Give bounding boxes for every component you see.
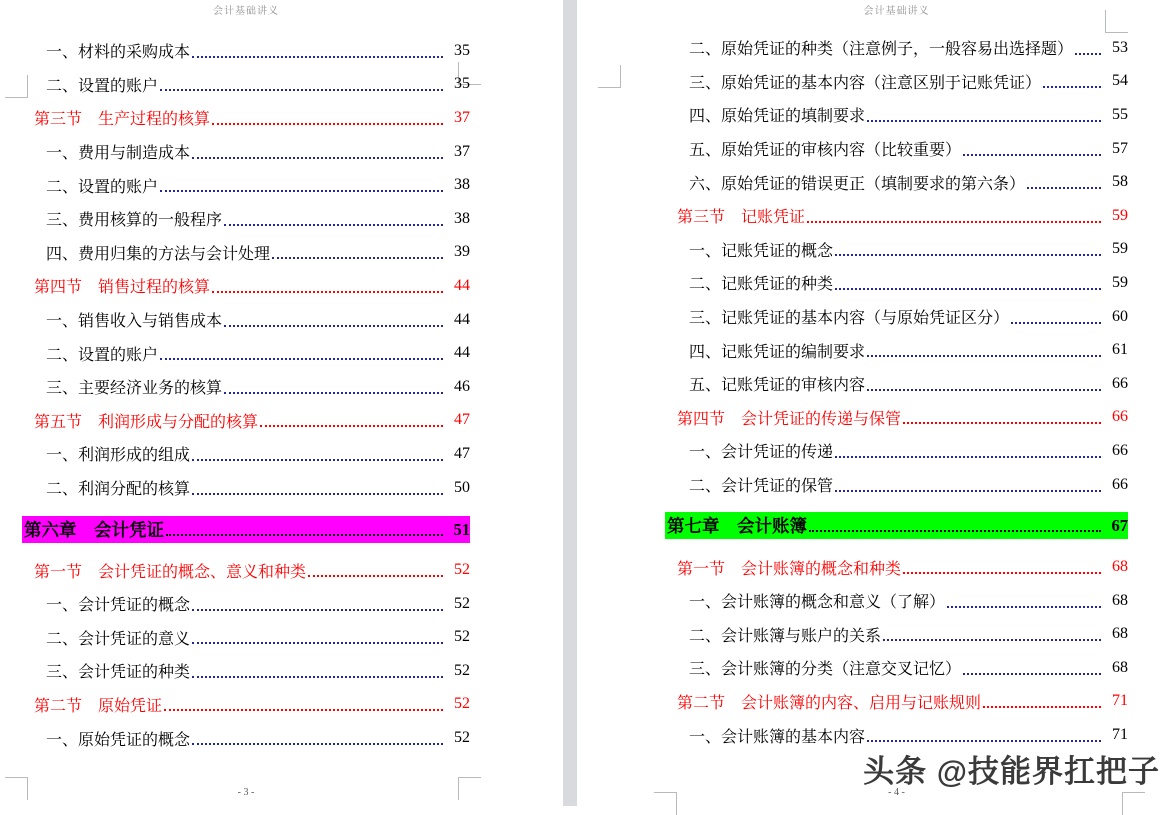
- toc-entry-sub[interactable]: [665, 300, 1128, 334]
- toc-page-number: 39: [454, 243, 470, 261]
- watermark-text: 头条 @技能界扛把子: [863, 754, 1160, 789]
- dotted-leader: [947, 594, 1101, 608]
- toc-page-number: 44: [454, 344, 470, 362]
- toc-entry-title: 第四节 销售过程的核算: [34, 279, 211, 297]
- dotted-leader: [1043, 74, 1101, 88]
- toc-page-number: 37: [454, 108, 470, 126]
- toc-page-number: 68: [1112, 658, 1128, 676]
- toc-entry-sub[interactable]: [665, 65, 1128, 99]
- toc-entry-title: 三、费用核算的一般程序: [46, 212, 223, 230]
- toc-page-number: 66: [1112, 374, 1128, 392]
- toc-entry-title: 四、原始凭证的填制要求: [689, 108, 866, 126]
- toc-page-number: 59: [1112, 240, 1128, 258]
- dotted-leader: [192, 481, 443, 495]
- toc-page-number: 66: [1112, 475, 1128, 493]
- toc-entry-title: 一、会计凭证的概念: [46, 597, 191, 615]
- toc-entry-sub[interactable]: [22, 236, 470, 270]
- toc-entry-title: 一、会计凭证的传递: [689, 444, 834, 462]
- dotted-leader: [192, 731, 443, 745]
- toc-entry-title: 一、会计账簿的基本内容: [689, 728, 866, 746]
- toc-entry-sub[interactable]: [22, 135, 470, 169]
- dotted-leader: [983, 694, 1101, 708]
- toc-entry-title: 五、原始凭证的审核内容（比较重要）: [689, 142, 962, 160]
- dotted-leader: [963, 142, 1101, 156]
- toc-entry-title: 一、原始凭证的概念: [46, 731, 191, 749]
- toc-entry-sub[interactable]: [665, 31, 1128, 65]
- dotted-leader: [224, 212, 443, 226]
- toc-entry-title: 二、记账凭证的种类: [689, 276, 834, 294]
- toc-entry-sub[interactable]: [665, 333, 1128, 367]
- toc-page-number: 68: [1112, 591, 1128, 609]
- toc-entry-title: 第七章 会计账簿: [667, 516, 807, 537]
- toc-entry-title: 三、主要经济业务的核算: [46, 380, 223, 398]
- dotted-leader: [883, 627, 1101, 641]
- dotted-leader: [1011, 310, 1101, 324]
- toc-entry-title: 一、销售收入与销售成本: [46, 313, 223, 331]
- toc-entry-sub[interactable]: [22, 587, 470, 621]
- toc-entry-title: 第三节 记账凭证: [677, 209, 806, 227]
- dotted-leader: [835, 444, 1101, 458]
- dotted-leader: [192, 447, 443, 461]
- dotted-leader: [1027, 175, 1101, 189]
- toc-page-number: 52: [454, 661, 470, 679]
- page-gap-divider: [563, 0, 577, 806]
- toc-entry-title: 三、会计账簿的分类（注意交叉记忆）: [689, 661, 962, 679]
- toc-entry-sub[interactable]: [22, 168, 470, 202]
- dotted-leader: [807, 209, 1101, 223]
- toc-entry-sub[interactable]: [22, 654, 470, 688]
- toc-entry-title: 五、记账凭证的审核内容: [689, 377, 866, 395]
- toc-entry-section[interactable]: [665, 550, 1128, 584]
- dotted-leader: [224, 380, 443, 394]
- toc-entry-title: 二、设置的账户: [46, 77, 159, 95]
- dotted-leader: [212, 111, 443, 125]
- toc-list-right: [665, 31, 1128, 752]
- toc-entry-chapter[interactable]: [22, 516, 470, 543]
- toc-entry-sub[interactable]: [665, 434, 1128, 468]
- toc-page-number: 66: [1112, 441, 1128, 459]
- dotted-leader: [835, 478, 1101, 492]
- toc-entry-sub[interactable]: [22, 336, 470, 370]
- page-header: 会计基础讲义: [213, 6, 279, 17]
- toc-page-number: 52: [454, 594, 470, 612]
- dotted-leader: [835, 276, 1101, 290]
- dotted-leader: [809, 518, 1101, 532]
- toc-page-number: 57: [1112, 139, 1128, 157]
- dotted-leader: [963, 661, 1101, 675]
- toc-entry-title: 四、费用归集的方法与会计处理: [46, 245, 271, 263]
- toc-page-number: 47: [454, 411, 470, 429]
- page-number-footer: - 4 -: [888, 787, 905, 798]
- toc-entry-section[interactable]: [22, 101, 470, 135]
- toc-entry-title: 三、会计凭证的种类: [46, 664, 191, 682]
- toc-page-number: 38: [454, 176, 470, 194]
- dotted-leader: [164, 697, 443, 711]
- toc-entry-sub[interactable]: [665, 233, 1128, 267]
- toc-page-number: 37: [454, 142, 470, 160]
- toc-entry-sub[interactable]: [22, 303, 470, 337]
- toc-entry-sub[interactable]: [22, 202, 470, 236]
- dotted-leader: [160, 77, 443, 91]
- toc-entry-sub[interactable]: [22, 621, 470, 655]
- toc-entry-sub[interactable]: [22, 370, 470, 404]
- toc-page-number: 46: [454, 377, 470, 395]
- toc-entry-title: 三、记账凭证的基本内容（与原始凭证区分）: [689, 310, 1010, 328]
- toc-entry-sub[interactable]: [665, 651, 1128, 685]
- toc-entry-section[interactable]: [665, 685, 1128, 719]
- toc-entry-title: 二、会计凭证的意义: [46, 630, 191, 648]
- toc-entry-title: 四、记账凭证的编制要求: [689, 343, 866, 361]
- toc-entry-sub[interactable]: [665, 132, 1128, 166]
- toc-page-number: 35: [454, 75, 470, 93]
- toc-entry-sub[interactable]: [22, 437, 470, 471]
- toc-page-number: 44: [454, 276, 470, 294]
- toc-entry-sub[interactable]: [665, 584, 1128, 618]
- toc-page-number: 52: [454, 628, 470, 646]
- toc-entry-title: 二、设置的账户: [46, 178, 159, 196]
- toc-page-number: 47: [454, 444, 470, 462]
- toc-page-number: 61: [1112, 341, 1128, 359]
- toc-entry-title: 二、原始凭证的种类（注意例子，一般容易出选择题）: [689, 41, 1074, 59]
- toc-page-number: 58: [1112, 173, 1128, 191]
- toc-entry-title: 第三节 生产过程的核算: [34, 111, 211, 129]
- toc-entry-title: 一、会计账簿的概念和意义（了解）: [689, 594, 946, 612]
- page-number-footer: - 3 -: [237, 787, 255, 798]
- dotted-leader: [160, 178, 443, 192]
- dotted-leader: [192, 44, 443, 58]
- text-boundary-mark-top-left: [598, 65, 621, 88]
- toc-entry-sub[interactable]: [22, 68, 470, 102]
- toc-page-number: 66: [1112, 408, 1128, 426]
- dotted-leader: [192, 145, 443, 159]
- dotted-leader: [192, 664, 443, 678]
- toc-page-number: 44: [454, 310, 470, 328]
- toc-entry-title: 第一节 会计账簿的概念和种类: [677, 560, 902, 578]
- toc-page-number: 68: [1112, 558, 1128, 576]
- toc-page-number: 68: [1112, 625, 1128, 643]
- toc-entry-title: 一、记账凭证的概念: [689, 242, 834, 260]
- document-page-left: [0, 0, 563, 806]
- toc-entry-title: 二、会计账簿与账户的关系: [689, 627, 882, 645]
- toc-page-number: 38: [454, 209, 470, 227]
- toc-entry-section[interactable]: [22, 688, 470, 722]
- toc-page-number: 52: [454, 561, 470, 579]
- dotted-leader: [867, 343, 1101, 357]
- toc-page-number: 59: [1112, 206, 1128, 224]
- dotted-leader: [835, 242, 1101, 256]
- toc-page-number: 67: [1111, 515, 1128, 535]
- toc-entry-title: 第二节 会计账簿的内容、启用与记账规则: [677, 694, 982, 712]
- dotted-leader: [1075, 41, 1101, 55]
- dotted-leader: [867, 108, 1101, 122]
- toc-page-number: 55: [1112, 105, 1128, 123]
- dotted-leader: [160, 346, 443, 360]
- toc-entry-title: 二、设置的账户: [46, 346, 159, 364]
- dotted-leader: [224, 313, 443, 327]
- toc-page-number: 52: [454, 695, 470, 713]
- toc-entry-sub[interactable]: [665, 468, 1128, 502]
- toc-page-number: 60: [1112, 307, 1128, 325]
- toc-entry-title: 一、费用与制造成本: [46, 145, 191, 163]
- toc-entry-section[interactable]: [665, 199, 1128, 233]
- toc-entry-sub[interactable]: [665, 98, 1128, 132]
- toc-page-number: 51: [453, 519, 470, 539]
- dotted-leader: [192, 630, 443, 644]
- toc-entry-sub[interactable]: [22, 471, 470, 505]
- toc-entry-title: 第五节 利润形成与分配的核算: [34, 413, 259, 431]
- dotted-leader: [903, 410, 1101, 424]
- toc-page-number: 59: [1112, 273, 1128, 291]
- dotted-leader: [192, 597, 443, 611]
- toc-entry-title: 二、会计凭证的保管: [689, 478, 834, 496]
- dotted-leader: [272, 245, 443, 259]
- dotted-leader: [308, 563, 443, 577]
- document-page-right: [577, 0, 1162, 806]
- toc-entry-title: 第四节 会计凭证的传递与保管: [677, 410, 902, 428]
- toc-entry-title: 一、材料的采购成本: [46, 44, 191, 62]
- toc-list-left: [22, 34, 470, 755]
- toc-entry-title: 第一节 会计凭证的概念、意义和种类: [34, 563, 307, 581]
- toc-entry-title: 六、原始凭证的错误更正（填制要求的第六条）: [689, 175, 1026, 193]
- page-header: 会计基础讲义: [863, 6, 930, 17]
- toc-entry-section[interactable]: [665, 401, 1128, 435]
- toc-page-number: 71: [1112, 726, 1128, 744]
- dotted-leader: [867, 377, 1101, 391]
- toc-entry-title: 一、利润形成的组成: [46, 447, 191, 465]
- toc-entry-sub[interactable]: [665, 618, 1128, 652]
- toc-entry-chapter[interactable]: [665, 512, 1128, 539]
- toc-entry-title: 第六章 会计凭证: [24, 520, 164, 541]
- dotted-leader: [260, 413, 443, 427]
- dotted-leader: [903, 560, 1101, 574]
- dotted-leader: [867, 728, 1101, 742]
- dotted-leader: [212, 279, 443, 293]
- dotted-leader: [166, 522, 443, 536]
- toc-page-number: 52: [454, 729, 470, 747]
- toc-entry-section[interactable]: [22, 269, 470, 303]
- toc-page-number: 53: [1112, 38, 1128, 56]
- toc-entry-sub[interactable]: [22, 34, 470, 68]
- toc-entry-sub[interactable]: [22, 721, 470, 755]
- toc-page-number: 50: [454, 478, 470, 496]
- toc-entry-sub[interactable]: [665, 165, 1128, 199]
- toc-page-number: 54: [1112, 72, 1128, 90]
- toc-entry-title: 三、原始凭证的基本内容（注意区别于记账凭证）: [689, 74, 1042, 92]
- toc-page-number: 71: [1112, 692, 1128, 710]
- toc-entry-title: 第二节 原始凭证: [34, 697, 163, 715]
- toc-entry-sub[interactable]: [665, 367, 1128, 401]
- toc-entry-section[interactable]: [22, 404, 470, 438]
- toc-entry-section[interactable]: [22, 553, 470, 587]
- toc-entry-title: 二、利润分配的核算: [46, 481, 191, 499]
- toc-page-number: 35: [454, 41, 470, 59]
- toc-entry-sub[interactable]: [665, 266, 1128, 300]
